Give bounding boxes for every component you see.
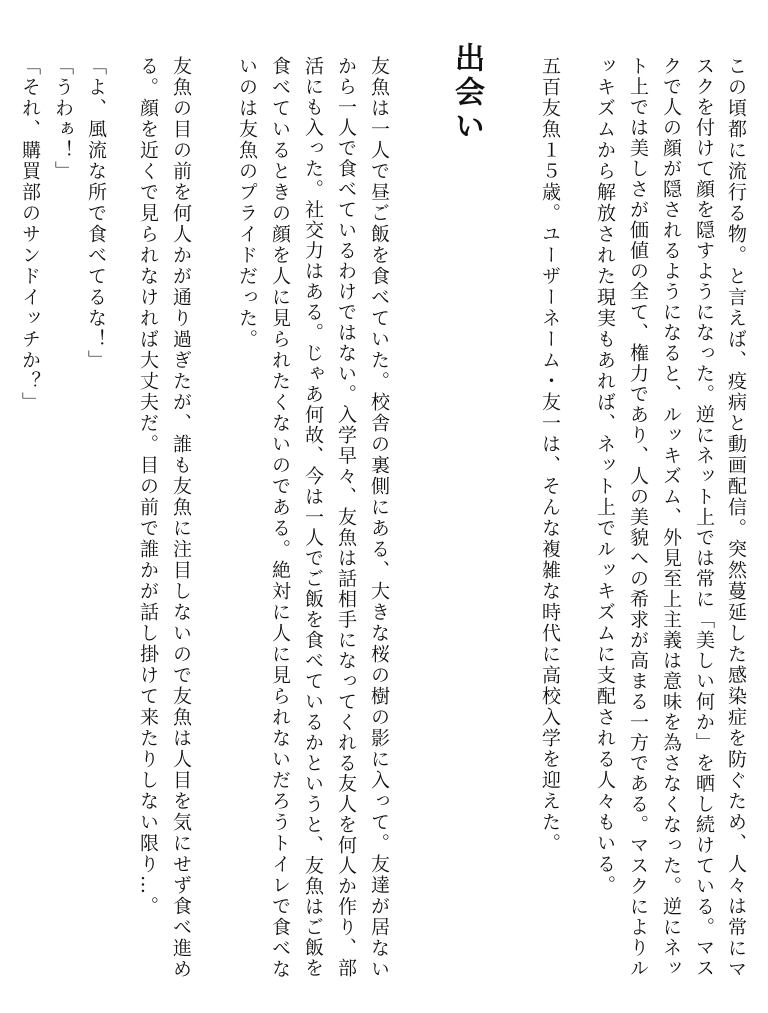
text-column: ッキズムから解放された現実もあれば、ネット上でルッキズムに支配される人々もいる。 (594, 56, 616, 896)
text-column: ト上では美しさが価値の全て、権力であり、人の美貌への希求が高まる一方である。マスクによりル (627, 56, 649, 979)
section-heading: 出会い (449, 42, 484, 144)
text-column: クで人の顔が隠されるようになると、ルッキズム、外見至上主義は意味を為さなくなった。逆にネッ (660, 56, 682, 979)
text-column: 活にも入った。社交力はある。じゃあ何故、今は一人でご飯を食べているかというと、友魚はご飯を (302, 56, 324, 979)
text-column: から一人で食べているわけではない。入学早々、友魚は話相手になってくれる友人を何人か作り、部 (335, 56, 357, 979)
text-column: 友魚は一人で昼ご飯を食べていた。校舎の裏側にある、大きな桜の樹の影に入って。友達が居ない (368, 56, 390, 980)
dialogue-line: 「うわぁ！」 (52, 56, 74, 182)
text-column: 友魚の目の前を何人かが通り過ぎたが、誰も友魚に注目しないので友魚は人目を気にせず食べ進め (170, 56, 192, 980)
text-column: この頃都に流行る物。と言えば、疫病と動画配信。突然蔓延した感染症を防ぐため、人々は常にマ (725, 56, 747, 980)
text-column: る。顔を近くで見られなければ大丈夫だ。目の前で誰かが話し掛けて来たりしない限り…。 (137, 56, 159, 917)
text-column: いのは友魚のプライドだった。 (236, 56, 258, 350)
text-column: 五百友魚１５歳。ユーザーネーム・友一は、そんな複雑な時代に高校入学を迎えた。 (539, 56, 561, 854)
dialogue-line: 「よ、風流な所で食べてるな！」 (85, 56, 107, 371)
dialogue-line: 「それ、購買部のサンドイッチか？」 (19, 56, 41, 413)
text-column: スクを付けて顔を隠すようになった。逆にネット上では常に「美しい何か」を晒し続けている。マス (693, 56, 715, 979)
text-column: 食べているときの顔を人に見られたくないのである。絶対に人に見られないだろうトイレで食べな (269, 56, 291, 980)
